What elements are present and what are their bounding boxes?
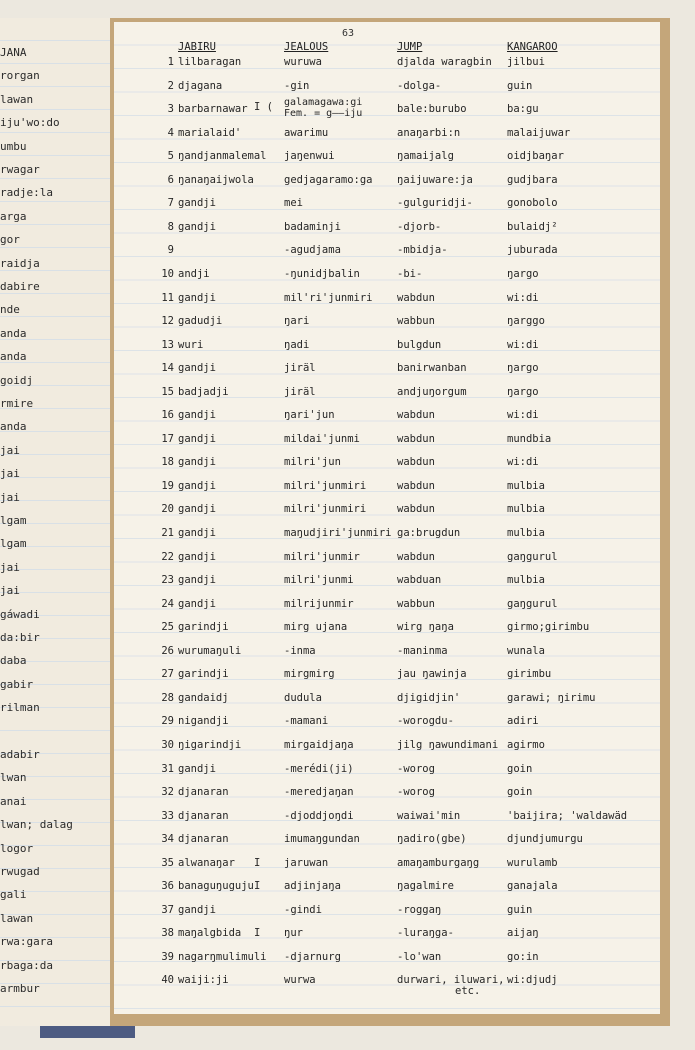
jealous-cell: galamagawa:gi — [284, 97, 363, 109]
left-page-fragment: lgam — [0, 537, 27, 551]
jabiru-cell: gandji — [178, 550, 216, 563]
jabiru-cell: gandji — [178, 903, 216, 916]
row-number: 34 — [161, 833, 174, 846]
jealous-cell: ŋari'jun — [284, 409, 335, 422]
kangaroo-cell: wunala — [507, 644, 545, 657]
kangaroo-cell: girmo;girimbu — [507, 621, 590, 634]
row-number: 21 — [161, 527, 174, 539]
jealous-cell: -merédi(ji) — [284, 762, 354, 775]
row-number: 1 — [167, 56, 174, 68]
jabiru-cell: marialaid' — [178, 126, 242, 139]
jump-cell: ga:brugdun — [397, 527, 461, 539]
row-number: 9 — [167, 244, 174, 257]
row-number: 16 — [161, 409, 174, 422]
row-number: 25 — [161, 621, 174, 634]
jabiru-cell: djanaran — [178, 833, 229, 846]
jabiru-cell: gandji — [178, 574, 216, 587]
jump-cell: andjuŋorgum — [397, 385, 467, 398]
jealous-cell: milri'junmir — [284, 550, 360, 563]
row-number: 23 — [161, 574, 174, 587]
jump-cell: -worog — [397, 786, 435, 799]
jealous-cell: -meredjaŋan — [284, 786, 354, 799]
left-page-fragment: gali — [0, 888, 27, 902]
jealous-cell: jiräl — [284, 385, 316, 398]
left-page-fragment: rwagar — [0, 163, 40, 176]
jealous-cell: milrijunmir — [284, 597, 354, 610]
row-number: 37 — [161, 903, 174, 916]
jump-cell: -maninma — [397, 644, 448, 657]
row-number: 3 — [167, 103, 174, 116]
jealous-cell: -agudjama — [284, 244, 341, 257]
row-number: 11 — [161, 291, 174, 304]
jabiru-cell: lilbaragan — [178, 56, 242, 68]
left-page-fragment: gáwadi — [0, 607, 40, 621]
jealous-cell: jaruwan — [284, 856, 329, 869]
jabiru-cell: ŋanaŋaijwola — [178, 173, 254, 186]
kangaroo-cell: goin — [507, 762, 533, 775]
kangaroo-cell: ŋargo — [507, 267, 539, 280]
jump-cell: -luraŋga- — [397, 927, 454, 940]
kangaroo-cell: go:in — [507, 950, 539, 963]
jump-cell: durwari, iluwari, — [397, 974, 505, 987]
left-page-fragment: lwan — [0, 771, 27, 785]
jealous-cell: wurwa — [284, 974, 316, 987]
jabiru-cell: nagarŋmulimuli — [178, 950, 267, 963]
jabiru-cell: ŋigarindji — [178, 738, 242, 751]
kangaroo-cell: wi:di — [507, 291, 539, 304]
jealous-cell: adjinjaŋa — [284, 880, 341, 893]
row-number: 8 — [167, 220, 174, 233]
row-number: 10 — [161, 267, 174, 280]
kangaroo-cell: gudjbara — [507, 173, 558, 186]
row-number: 15 — [161, 385, 174, 398]
row-number: 24 — [161, 597, 174, 610]
left-page-fragment: rwugad — [0, 865, 40, 878]
jabiru-cell: badjadji — [178, 385, 229, 398]
jealous-cell: milri'junmi — [284, 574, 354, 587]
kangaroo-cell: juburada — [507, 244, 558, 257]
kangaroo-cell: agirmo — [507, 738, 545, 751]
left-page-fragment: nde — [0, 303, 20, 317]
jump-cell: waiwai'min — [397, 809, 461, 822]
jabiru-cell: djanaran — [178, 786, 229, 799]
row-number: 30 — [161, 738, 174, 751]
left-page-fragment: rmire — [0, 397, 34, 410]
left-page-fragment: raidja — [0, 256, 40, 270]
left-page-fragment: daba — [0, 654, 27, 668]
jump-cell-continuation: etc. — [455, 985, 481, 998]
kangaroo-cell: gaŋgurul — [507, 550, 558, 563]
left-page-fragment: jai — [0, 467, 20, 481]
jump-cell: -dolga- — [397, 79, 442, 92]
row-number: 17 — [161, 432, 174, 445]
jump-cell: ŋaijuware:ja — [397, 173, 473, 186]
left-page-fragment: rilman — [0, 701, 40, 715]
jealous-cell: milri'junmiri — [284, 479, 367, 492]
left-page-fragment: umbu — [0, 139, 27, 153]
kangaroo-cell: 'baijira; 'waldawäd — [507, 809, 628, 822]
left-page-fragment: jai — [0, 490, 20, 504]
marker-cell: I — [254, 856, 261, 869]
row-number: 32 — [161, 786, 174, 799]
kangaroo-cell: ganajala — [507, 880, 558, 893]
header-jump: JUMP — [397, 41, 423, 53]
jump-cell: -bi- — [397, 267, 423, 280]
jealous-cell: ŋari — [284, 315, 310, 328]
row-number: 14 — [161, 362, 174, 375]
left-page-fragment: logor — [0, 841, 34, 855]
kangaroo-cell: ŋargo — [507, 362, 539, 375]
left-page-fragment: dabire — [0, 280, 40, 293]
kangaroo-cell: wi:di — [507, 338, 539, 351]
jabiru-cell: gandji — [178, 479, 216, 492]
jealous-cell: -gindi — [284, 903, 322, 916]
jealous-cell: wuruwa — [284, 56, 322, 68]
kangaroo-cell: mulbia — [507, 479, 545, 492]
left-page-fragment: anda — [0, 350, 27, 364]
jump-cell: -djorb- — [397, 220, 442, 233]
row-number: 20 — [161, 503, 174, 516]
jump-cell: -worog — [397, 762, 435, 775]
jabiru-cell: gandji — [178, 409, 216, 422]
jealous-cell: -gin — [284, 79, 310, 92]
jabiru-cell: gandji — [178, 527, 216, 539]
row-number: 33 — [161, 809, 174, 822]
jump-cell: ŋagalmire — [397, 880, 454, 893]
jump-cell: -gulguridji- — [397, 197, 473, 210]
row-number: 6 — [167, 173, 174, 186]
left-page-fragment: lwan; dalag — [0, 818, 73, 832]
kangaroo-cell: jilbui — [507, 56, 545, 68]
kangaroo-cell: aijaŋ — [507, 927, 539, 940]
jealous-cell: mirgmirg — [284, 668, 335, 681]
jealous-cell: -mamani — [284, 715, 329, 728]
row-number: 19 — [161, 479, 174, 492]
left-page-fragment: armbur — [0, 982, 40, 995]
kangaroo-cell: wi:di — [507, 456, 539, 469]
row-number: 7 — [167, 197, 174, 210]
jabiru-cell: gandji — [178, 503, 216, 516]
left-page-fragment: goidj — [0, 373, 34, 387]
jump-cell: anaŋarbi:n — [397, 126, 461, 139]
jabiru-cell: djagana — [178, 79, 223, 92]
left-page-fragment: rwa:gara — [0, 935, 53, 949]
jump-cell: wabdun — [397, 550, 435, 563]
left-page-fragment: JANA — [0, 46, 27, 59]
jealous-cell: milri'jun — [284, 456, 341, 469]
row-number: 13 — [161, 338, 174, 351]
jabiru-cell: gandji — [178, 432, 216, 445]
left-page-fragment: adabir — [0, 748, 40, 761]
row-number: 31 — [161, 762, 174, 775]
jealous-cell: jaŋenwui — [284, 150, 335, 163]
row-number: 38 — [161, 927, 174, 940]
row-number: 2 — [167, 79, 174, 92]
left-page-fragment: gabir — [0, 677, 34, 691]
kangaroo-cell: goin — [507, 786, 533, 799]
jump-cell: wabdun — [397, 432, 435, 445]
jabiru-cell: gandji — [178, 220, 216, 233]
jealous-cell: -ŋunidjbalin — [284, 267, 360, 280]
kangaroo-cell: wi:djudj — [507, 974, 558, 987]
jabiru-cell: gandaidj — [178, 691, 229, 704]
left-page-fragment: da:bir — [0, 631, 40, 644]
jabiru-cell: gandji — [178, 362, 216, 375]
jump-cell: wabduan — [397, 574, 442, 587]
kangaroo-cell: guin — [507, 79, 533, 92]
jump-cell: -roggaŋ — [397, 903, 442, 916]
row-number: 29 — [161, 715, 174, 728]
jabiru-cell: alwanaŋar — [178, 856, 235, 869]
jealous-cell: gedjagaramo:ga — [284, 173, 373, 186]
kangaroo-cell: djundjumurgu — [507, 833, 583, 846]
row-number: 40 — [161, 974, 174, 987]
jealous-cell: dudula — [284, 691, 322, 704]
left-page-fragment: lawan — [0, 92, 34, 106]
jealous-cell: maŋudjiri'junmiri — [284, 527, 392, 539]
jealous-cell: ŋur — [284, 927, 303, 940]
left-page-fragment: gor — [0, 233, 20, 247]
kangaroo-cell: bulaidj² — [507, 220, 558, 233]
kangaroo-cell: mundbia — [507, 432, 552, 445]
kangaroo-cell: ŋarggo — [507, 315, 545, 328]
jealous-cell: imumaŋgundan — [284, 833, 360, 846]
row-number: 28 — [161, 691, 174, 704]
row-number: 27 — [161, 668, 174, 681]
kangaroo-cell: wurulamb — [507, 856, 558, 869]
jump-cell: wabbun — [397, 315, 435, 328]
left-page-fragment: lgam — [0, 514, 27, 527]
left-page-fragment: arga — [0, 209, 27, 223]
jabiru-cell: wurumaŋuli — [178, 644, 242, 657]
jump-cell: -lo'wan — [397, 950, 442, 963]
jealous-cell: mei — [284, 197, 303, 210]
jabiru-cell: ŋandjanmalemal — [178, 150, 267, 163]
kangaroo-cell: ba:gu — [507, 103, 539, 116]
left-page-fragment: anai — [0, 794, 27, 808]
jump-cell: ŋadiro(gbe) — [397, 833, 467, 846]
marker-cell: I — [254, 927, 261, 940]
marker-cell: I ( — [254, 101, 273, 114]
jabiru-cell: gandji — [178, 456, 216, 469]
kangaroo-cell: adiri — [507, 715, 539, 728]
marker-cell: I — [254, 880, 261, 893]
jealous-cell: mildai'junmi — [284, 432, 360, 445]
jump-cell: banirwanban — [397, 362, 467, 375]
jabiru-cell: djanaran — [178, 809, 229, 822]
jealous-cell: milri'junmiri — [284, 503, 367, 516]
jabiru-cell: banaguŋuguju — [178, 880, 254, 893]
kangaroo-cell: gaŋgurul — [507, 597, 558, 610]
jump-cell: djigidjin' — [397, 691, 461, 704]
left-page-fragment: rorgan — [0, 69, 40, 83]
jealous-cell: awarimu — [284, 126, 329, 139]
page-number: 63 — [342, 28, 355, 39]
row-number: 39 — [161, 950, 174, 963]
kangaroo-cell: ŋargo — [507, 385, 539, 398]
jump-cell: djalda waragbin — [397, 56, 492, 68]
jump-cell: wabdun — [397, 291, 435, 304]
jabiru-cell: waiji:ji — [178, 974, 229, 987]
kangaroo-cell: wi:di — [507, 409, 539, 422]
jump-cell: wirg ŋaŋa — [397, 621, 454, 634]
row-number: 18 — [161, 456, 174, 469]
left-page-fragment: iju'wo:do — [0, 116, 60, 130]
kangaroo-cell: mulbia — [507, 527, 545, 539]
left-page-fragment: jai — [0, 560, 20, 574]
jump-cell: wabbun — [397, 597, 435, 610]
jabiru-cell: gandji — [178, 762, 216, 775]
jump-cell: wabdun — [397, 456, 435, 469]
jump-cell: -mbidja- — [397, 244, 448, 257]
jump-cell: jilg ŋawundimani — [397, 738, 499, 751]
jump-cell: -worogdu- — [397, 715, 454, 728]
jump-cell: ŋamaijalg — [397, 150, 454, 163]
kangaroo-cell: gonobolo — [507, 197, 558, 210]
header-kangaroo: KANGAROO — [507, 41, 558, 53]
jealous-cell: mil'ri'junmiri — [284, 291, 373, 304]
jump-cell: bulgdun — [397, 338, 442, 351]
left-page-fragment: lawan — [0, 911, 34, 925]
row-number: 4 — [167, 126, 174, 139]
kangaroo-cell: garawi; ŋirimu — [507, 691, 596, 704]
row-number: 5 — [167, 150, 174, 163]
kangaroo-cell: malaijuwar — [507, 126, 571, 139]
jealous-cell: mirgaidjaŋa — [284, 738, 354, 751]
row-number: 35 — [161, 856, 174, 869]
header-jealous: JEALOUS — [284, 41, 329, 53]
kangaroo-cell: girimbu — [507, 668, 552, 681]
jealous-cell: -djoddjoŋdi — [284, 809, 354, 822]
jabiru-cell: gandji — [178, 597, 216, 610]
jabiru-cell: gandji — [178, 291, 216, 304]
jump-cell: jau ŋawinja — [397, 668, 467, 681]
left-page-fragment: rbaga:da — [0, 958, 53, 972]
jealous-cell: -djarnurg — [284, 950, 341, 963]
jealous-cell: -inma — [284, 644, 316, 657]
row-number: 12 — [161, 315, 174, 328]
jump-cell: wabdun — [397, 479, 435, 492]
jabiru-cell: nigandji — [178, 715, 229, 728]
row-number: 22 — [161, 550, 174, 563]
kangaroo-cell: mulbia — [507, 503, 545, 516]
jealous-cell: badaminji — [284, 220, 341, 233]
left-page-fragment: radje:la — [0, 186, 53, 200]
row-number: 26 — [161, 644, 174, 657]
jabiru-cell: garindji — [178, 668, 229, 681]
jump-cell: wabdun — [397, 503, 435, 516]
kangaroo-cell: guin — [507, 903, 533, 916]
jump-cell: wabdun — [397, 409, 435, 422]
jabiru-cell: barbarnawar — [178, 103, 248, 116]
jealous-cell: mirg ujana — [284, 621, 348, 634]
header-jabiru: JABIRU — [178, 41, 216, 53]
left-page-fragment: anda — [0, 420, 27, 434]
jabiru-cell: gandji — [178, 197, 216, 210]
left-page-fragment: jai — [0, 584, 20, 598]
kangaroo-cell: oidjbaŋar — [507, 150, 564, 163]
jealous-cell: jiräl — [284, 362, 316, 375]
jealous-cell: ŋadi — [284, 338, 310, 351]
jump-cell: amaŋamburgaŋg — [397, 856, 480, 869]
jealous-cell-feminine: Fem. = g——iju — [284, 108, 363, 120]
jump-cell: bale:burubo — [397, 103, 467, 116]
left-page — [0, 18, 118, 1026]
row-number: 36 — [161, 880, 174, 893]
left-page-fragment: anda — [0, 326, 27, 340]
left-page-fragment: jai — [0, 443, 20, 457]
kangaroo-cell: mulbia — [507, 574, 545, 587]
jabiru-cell: gadudji — [178, 315, 223, 328]
jabiru-cell: andji — [178, 267, 210, 280]
jabiru-cell: wuri — [178, 338, 204, 351]
jabiru-cell: maŋalgbida — [178, 927, 242, 940]
jabiru-cell: garindji — [178, 621, 229, 634]
